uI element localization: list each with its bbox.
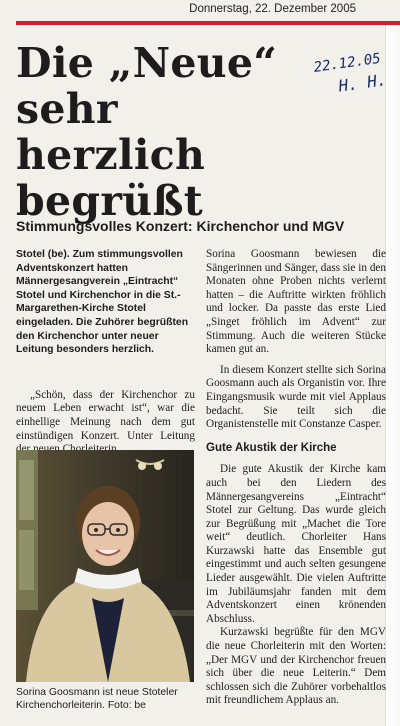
article-column-left <box>16 248 195 457</box>
article-lead: Stotel (be). Zum stimmungsvollen Adventskonzert hatten Männergesangverein „Eintracht“ Stotel und Kirchenchor in die St.-Margarethen-Kirche Stotel eingeladen. Die Zuhörer begrüßten den Kirchenchor unter neuer Leitung besonders herzlich. <box>16 249 189 356</box>
headline: Die „Neue“ sehr herzlich begrüßt <box>16 39 278 225</box>
header-rule <box>16 21 400 25</box>
article-column-right <box>206 248 386 708</box>
article-paragraph: Sorina Goosmann bewiesen die Sängerinnen und Sänger, dass sie in den Monaten ohne Proben nichts verlernt hatten – die Auftritte wirkten fröhlich und locker. Da passte das erste Lied „Singet fröhlich im Advent“ zur Stimmung. Auch die weiteren Stücke kamen gut an. <box>206 248 386 356</box>
section-heading: Gute Akustik der Kirche <box>206 441 337 454</box>
dateline: Donnerstag, 22. Dezember 2005 <box>189 3 356 15</box>
article-paragraph: „Schön, dass der Kirchenchor zu neuem Leben erwacht ist“, war die einhellige Meinung nach dem gut einstündigen Konzert. Unter Leitung <box>16 388 195 442</box>
portrait-illustration <box>16 450 194 682</box>
handwritten-note <box>312 47 388 100</box>
handwritten-signature: H. H. <box>337 70 388 96</box>
subheadline: Stimmungsvolles Konzert: Kirchenchor und MGV <box>16 218 345 234</box>
portrait-photo <box>16 450 194 682</box>
article-paragraph: Die gute Akustik der Kirche kam auch bei den Liedern des Männergesangvereins „Eintracht“ Stotel zur Geltung. Das wurde gleich zur Begrüßung mit „Machet die Tore weit“ deutlich. Chorleiter Hans Kurzawski hatte das Ensemble gut eingestimmt und auch selten gesungene Lieder ausgewählt. Die vielen Auftritte im Jubiläumsjahr fanden mit dem Adventskonzert einen krönenden Abschluss. <box>206 463 386 625</box>
photo-caption: Sorina Goosmann ist neue Stoteler Kirchenchorleiterin. Foto: be <box>16 687 178 711</box>
handwritten-date: 22.12.05 <box>312 50 382 76</box>
article-paragraph: In diesem Konzert stellte sich Sorina Goosmann auch als Organistin vor. Ihre Eingangsmusik wurde mit viel Applaus bedacht. Sie teilt sich die Organistenstelle mit Constanze Casper. <box>206 363 386 431</box>
article-paragraph: Kurzawski begrüßte für den MGV die neue Chorleiterin mit den Worten: „Der MGV und der Kirchenchor freuen sich über die neue Leiterin.“ Dem schlossen sich die Zuhörer vorbehaltlos mit freundlichem Applaus an. <box>206 626 386 707</box>
adjacent-page-edge <box>385 25 400 726</box>
